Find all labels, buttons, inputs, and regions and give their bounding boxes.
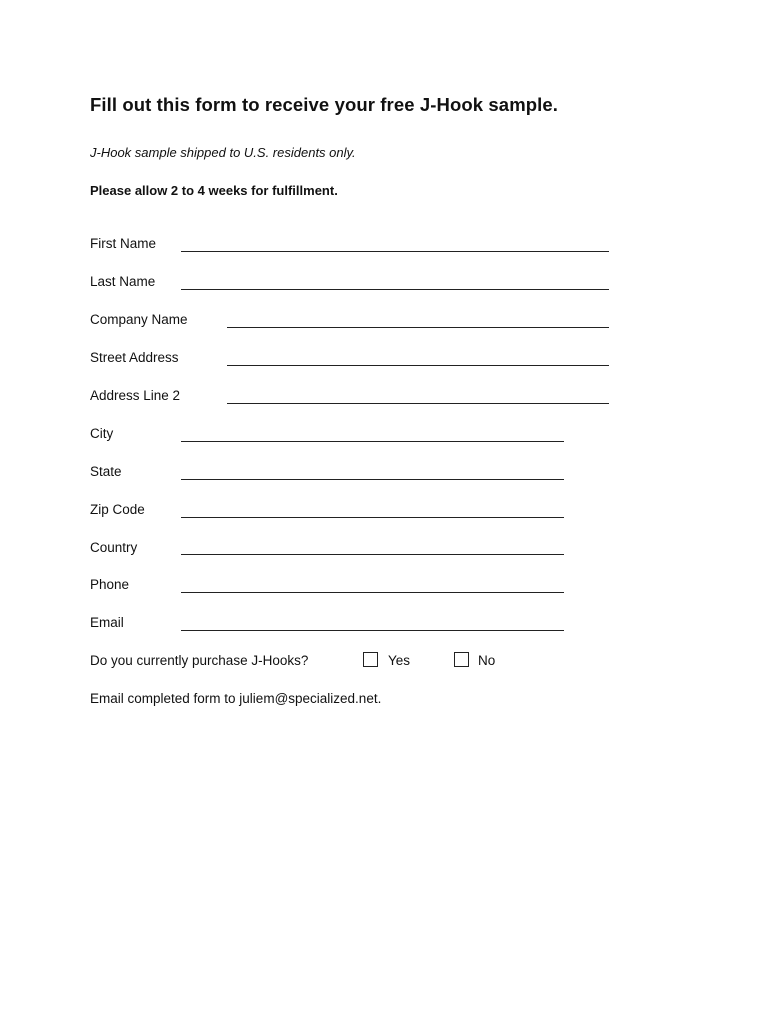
shipping-notice: J-Hook sample shipped to U.S. residents only. [90, 145, 356, 160]
street-address-label: Street Address [90, 350, 179, 365]
address-line-2-label: Address Line 2 [90, 388, 181, 403]
email-field[interactable] [181, 630, 564, 631]
street-address-field[interactable] [227, 365, 609, 366]
email-label: Email [90, 615, 124, 630]
purchase-question: Do you currently purchase J-Hooks? [90, 653, 309, 668]
address-line-2-field[interactable] [227, 403, 609, 404]
city-field[interactable] [181, 441, 564, 442]
phone-label: Phone [90, 577, 130, 592]
country-label: Country [90, 540, 138, 555]
form-title: Fill out this form to receive your free J-Hook sample. [90, 94, 559, 115]
no-checkbox[interactable] [454, 652, 469, 667]
zip-code-field[interactable] [181, 517, 564, 518]
yes-checkbox[interactable] [363, 652, 378, 667]
submission-instructions: Email completed form to juliem@specialized.net. [90, 691, 382, 706]
first-name-label: First Name [90, 236, 157, 251]
company-name-field[interactable] [227, 327, 609, 328]
first-name-field[interactable] [181, 251, 609, 252]
zip-code-label: Zip Code [90, 502, 145, 517]
company-name-label: Company Name [90, 312, 188, 327]
state-label: State [90, 464, 122, 479]
fulfillment-notice: Please allow 2 to 4 weeks for fulfillment. [90, 183, 338, 198]
no-label: No [478, 653, 496, 668]
country-field[interactable] [181, 554, 564, 555]
last-name-field[interactable] [181, 289, 609, 290]
yes-label: Yes [388, 653, 411, 668]
state-field[interactable] [181, 479, 564, 480]
last-name-label: Last Name [90, 274, 156, 289]
phone-field[interactable] [181, 592, 564, 593]
city-label: City [90, 426, 114, 441]
